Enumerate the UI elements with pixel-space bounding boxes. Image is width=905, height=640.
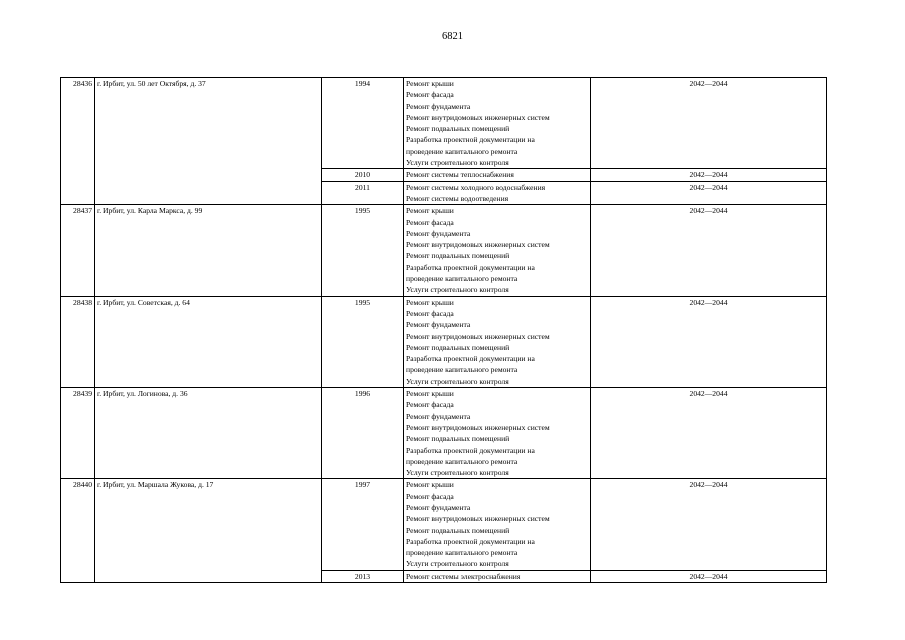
work-item: Ремонт фасада: [406, 217, 454, 227]
work-item: Ремонт системы холодного водоснабжения: [406, 182, 546, 192]
work-item: Ремонт системы водоотведения: [406, 193, 509, 203]
works-cell: [404, 78, 591, 169]
building-address: г. Ирбит, ул. Советская, д. 64: [95, 296, 322, 387]
work-item: Ремонт крыши: [406, 206, 454, 216]
planned-period: 2042—2044: [591, 479, 827, 570]
building-id: 28436: [61, 78, 95, 205]
works-cell: [404, 296, 591, 387]
planned-period: 2042—2044: [591, 169, 827, 181]
work-item: Ремонт подвальных помещений: [406, 525, 510, 535]
building-id: 28438: [61, 296, 95, 387]
work-item: Ремонт системы электроснабжения: [406, 571, 521, 581]
works-cell: [404, 169, 591, 181]
planned-period: 2042—2044: [591, 388, 827, 479]
work-item: Услуги строительного контроля: [406, 158, 509, 168]
work-item: Разработка проектной документации на: [406, 354, 535, 364]
planned-period: 2042—2044: [591, 570, 827, 582]
work-item: Разработка проектной документации на: [406, 536, 535, 546]
work-item: Ремонт крыши: [406, 480, 454, 490]
work-item: Ремонт внутридомовых инженерных систем: [406, 422, 550, 432]
work-item: проведение капитального ремонта: [406, 146, 518, 156]
year-cell: 1996: [322, 388, 404, 479]
year-cell: 1995: [322, 205, 404, 296]
year-cell: 2010: [322, 169, 404, 181]
work-item: проведение капитального ремонта: [406, 365, 518, 375]
work-item: проведение капитального ремонта: [406, 548, 518, 558]
planned-period: 2042—2044: [591, 205, 827, 296]
work-item: Ремонт подвальных помещений: [406, 434, 510, 444]
work-item: Ремонт фундамента: [406, 101, 471, 111]
table-row: [61, 479, 827, 570]
table-row: [61, 388, 827, 479]
work-item: Ремонт внутридомовых инженерных систем: [406, 514, 550, 524]
planned-period: 2042—2044: [591, 181, 827, 205]
building-id: 28439: [61, 388, 95, 479]
table-row: [61, 296, 827, 387]
building-address: г. Ирбит, ул. Логинова, д. 36: [95, 388, 322, 479]
work-item: Ремонт системы теплоснабжения: [406, 170, 514, 180]
planned-period: 2042—2044: [591, 296, 827, 387]
work-item: проведение капитального ремонта: [406, 274, 518, 284]
work-item: Разработка проектной документации на: [406, 135, 535, 145]
planned-period: 2042—2044: [591, 78, 827, 169]
table-body: [61, 78, 827, 583]
work-item: проведение капитального ремонта: [406, 456, 518, 466]
work-item: Ремонт крыши: [406, 297, 454, 307]
building-address: г. Ирбит, ул. Карла Маркса, д. 99: [95, 205, 322, 296]
table-row: [61, 78, 827, 169]
building-address: г. Ирбит, ул. Маршала Жукова, д. 17: [95, 479, 322, 583]
works-cell: [404, 205, 591, 296]
works-cell: [404, 570, 591, 582]
table-row: [61, 205, 827, 296]
building-id: 28440: [61, 479, 95, 583]
year-cell: 1997: [322, 479, 404, 570]
work-item: Ремонт подвальных помещений: [406, 124, 510, 134]
work-item: Ремонт внутридомовых инженерных систем: [406, 112, 550, 122]
page-number: 6821: [442, 31, 463, 42]
works-cell: [404, 388, 591, 479]
work-item: Ремонт крыши: [406, 79, 454, 88]
works-cell: [404, 181, 591, 205]
building-id: 28437: [61, 205, 95, 296]
work-item: Разработка проектной документации на: [406, 445, 535, 455]
year-cell: 1995: [322, 296, 404, 387]
year-cell: 2013: [322, 570, 404, 582]
building-address: г. Ирбит, ул. 50 лет Октября, д. 37: [95, 78, 322, 205]
work-item: Ремонт фасада: [406, 491, 454, 501]
work-item: Ремонт фундамента: [406, 502, 471, 512]
work-item: Ремонт фундамента: [406, 228, 471, 238]
work-item: Разработка проектной документации на: [406, 262, 535, 272]
work-item: Услуги строительного контроля: [406, 468, 509, 478]
work-item: Ремонт фундамента: [406, 320, 471, 330]
year-cell: 2011: [322, 181, 404, 205]
work-item: Ремонт крыши: [406, 389, 454, 399]
work-item: Ремонт внутридомовых инженерных систем: [406, 331, 550, 341]
work-item: Услуги строительного контроля: [406, 376, 509, 386]
repair-schedule-table: [60, 77, 827, 583]
work-item: Ремонт фасада: [406, 308, 454, 318]
work-item: Ремонт фасада: [406, 400, 454, 410]
year-cell: 1994: [322, 78, 404, 169]
work-item: Услуги строительного контроля: [406, 285, 509, 295]
work-item: Ремонт подвальных помещений: [406, 342, 510, 352]
work-item: Услуги строительного контроля: [406, 559, 509, 569]
work-item: Ремонт подвальных помещений: [406, 251, 510, 261]
work-item: Ремонт фасада: [406, 90, 454, 100]
works-cell: [404, 479, 591, 570]
work-item: Ремонт фундамента: [406, 411, 471, 421]
work-item: Ремонт внутридомовых инженерных систем: [406, 240, 550, 250]
